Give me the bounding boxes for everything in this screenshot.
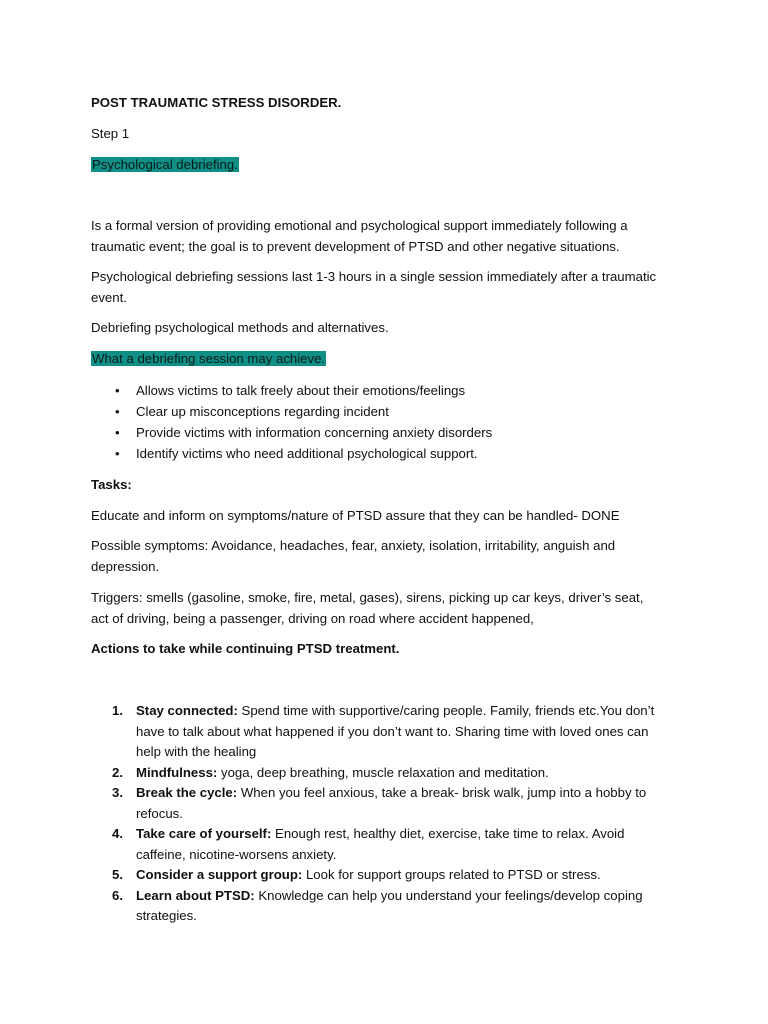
bullet-icon: • — [115, 404, 120, 419]
list-item: 6. Learn about PTSD: Knowledge can help you understand your feelings/develop coping strategies. — [112, 887, 643, 923]
list-item: • Identify victims who need additional psychological support. — [91, 443, 691, 464]
list-item: • Provide victims with information concerning anxiety disorders — [91, 422, 691, 443]
list-item: 5. Consider a support group: Look for support groups related to PTSD or stress. — [112, 867, 601, 882]
list-item: 4. Take care of yourself: Enough rest, healthy diet, exercise, take time to relax. Avoid caffeine, nicotine-worsens anxiety. — [112, 826, 625, 862]
paragraph-symptoms: Possible symptoms: Avoidance, headaches, fear, anxiety, isolation, irritability, anguish and depression. — [91, 538, 616, 574]
bullet-icon: • — [115, 446, 120, 461]
highlight-heading-achieve — [91, 349, 691, 370]
paragraph-definition: Is a formal version of providing emotional and psychological support immediately following a traumatic event; the goal is to prevent development of PTSD and other negative situations. — [91, 218, 628, 254]
actions-numbered-list — [91, 701, 671, 927]
step-label: Step 1 — [91, 126, 130, 141]
document-title: POST TRAUMATIC STRESS DISORDER. — [91, 95, 342, 110]
highlighted-text: Psychological debriefing. — [92, 157, 238, 172]
list-item: • Clear up misconceptions regarding incident — [91, 401, 691, 422]
bullet-icon: • — [115, 425, 120, 440]
list-item: • Allows victims to talk freely about their emotions/feelings — [91, 380, 691, 401]
actions-heading: Actions to take while continuing PTSD treatment. — [91, 641, 400, 656]
highlighted-text: What a debriefing session may achieve. — [92, 351, 326, 366]
list-item: 2. Mindfulness: yoga, deep breathing, muscle relaxation and meditation. — [112, 764, 549, 780]
paragraph-triggers: Triggers: smells (gasoline, smoke, fire, metal, gases), sirens, picking up car keys, driver’s seat, act of driving, being a passenger, driving on road where accident happened, — [91, 590, 644, 626]
list-item: 3. Break the cycle: When you feel anxious, take a break- brisk walk, jump into a hobby to refocus. — [112, 785, 647, 821]
highlight-heading-debriefing — [91, 155, 691, 176]
list-item: 1. Stay connected: Spend time with supportive/caring people. Family, friends etc.You don’t have to talk about what happened if you don’t want to. Sharing time with loved ones can help with the healing — [112, 703, 655, 759]
paragraph-methods: Debriefing psychological methods and alternatives. — [91, 320, 389, 335]
tasks-line: Educate and inform on symptoms/nature of PTSD assure that they can be handled- DONE — [91, 508, 620, 523]
tasks-heading: Tasks: — [91, 477, 132, 492]
bullet-icon: • — [115, 383, 120, 398]
achievement-bullet-list — [91, 380, 691, 464]
paragraph-session-length: Psychological debriefing sessions last 1-3 hours in a single session immediately after a traumatic event. — [91, 269, 657, 305]
